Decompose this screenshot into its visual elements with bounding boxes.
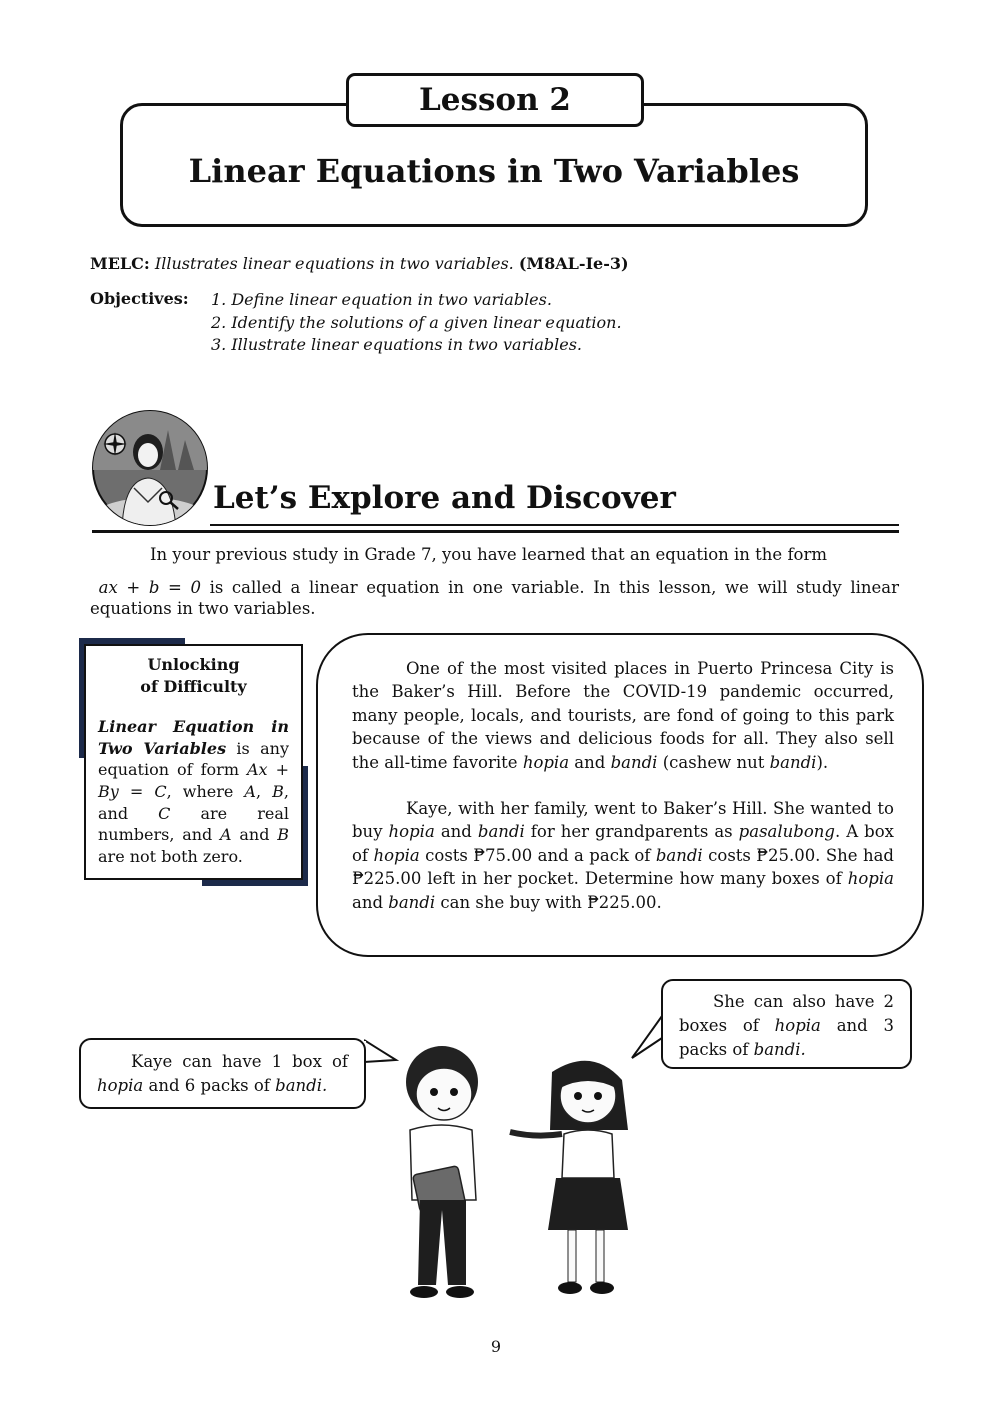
story-text: and — [569, 752, 611, 772]
definition-var: C — [158, 803, 171, 823]
story-term-hopia: hopia — [388, 822, 435, 842]
definition-text: are not both zero. — [98, 846, 243, 866]
story-term-pasalubong: pasalubong — [738, 822, 835, 842]
definition-var: A — [220, 825, 232, 845]
story-text: and — [434, 822, 478, 842]
speech-text: and 3 packs of — [679, 1016, 894, 1059]
story-text: and — [352, 892, 389, 912]
melc-text: Illustrates linear equations in two variables. — [154, 254, 514, 273]
speech-term-bandi: bandi. — [275, 1076, 328, 1095]
definition-text: , where — [166, 781, 245, 801]
definition-var: B — [277, 825, 289, 845]
story-term-bandi: bandi — [477, 822, 525, 842]
intro-line-1: In your previous study in Grade 7, you have learned that an equation in the form — [150, 545, 828, 564]
story-term-hopia: hopia — [373, 845, 420, 865]
section-divider-thick — [92, 530, 899, 533]
story-text: can she buy with ₱225.00. — [435, 892, 662, 912]
story-text: Kaye, with her family, went to Baker’s Hill. She wanted to buy — [352, 799, 894, 842]
story-term-bandi: bandi — [388, 892, 436, 912]
story-text: One of the most visited places in Puerto Princesa City is the Baker’s Hill. Before the COVID-19 pandemic occurred, many people, locals, and tourists, are fond of going to this park because of the views and delicious foods for all. They also sell the all-time favorite — [352, 659, 894, 772]
definition-text: are real numbers, and — [98, 803, 290, 845]
speech-bubble-boy — [79, 1038, 366, 1109]
speech-term-hopia: hopia — [97, 1076, 144, 1095]
children-illustration-icon — [360, 1030, 660, 1300]
definition-var: A — [244, 781, 256, 801]
page-number: 9 — [490, 1337, 502, 1356]
story-text: . A box of — [352, 822, 894, 865]
story-text: costs ₱75.00 and a pack of — [419, 845, 656, 865]
explorer-emblem-icon — [90, 410, 210, 528]
definition-formula: Ax + By = C — [98, 760, 289, 801]
unlocking-heading — [98, 654, 289, 697]
story-term-hopia: hopia — [847, 869, 894, 889]
speech-text-boy — [97, 1050, 348, 1098]
unlocking-difficulty-box — [84, 644, 303, 880]
girl-figure-icon — [510, 1061, 628, 1294]
unlocking-heading-line1: Unlocking — [147, 655, 240, 674]
section-title: Let’s Explore and Discover — [213, 480, 676, 516]
unlocking-definition — [98, 716, 289, 867]
story-term-hopia: hopia — [522, 752, 570, 772]
objectives-label: Objectives: — [90, 289, 189, 308]
story-paragraph-2 — [352, 797, 894, 914]
lesson-label: Lesson 2 — [346, 73, 644, 127]
definition-term: Linear Equation in Two Variables — [98, 717, 289, 758]
speech-text-girl — [679, 990, 894, 1062]
objective-item: 2. Identify the solutions of a given linear equation. — [211, 312, 622, 332]
section-divider-thin — [210, 524, 899, 526]
intro-line-2 — [90, 577, 899, 619]
intro-rest: is called a linear equation in one variable. In this lesson, we will study linear equations in two variables. — [90, 578, 899, 618]
speech-text: and 6 packs of — [143, 1076, 276, 1095]
melc-label: MELC: — [90, 254, 150, 273]
speech-text: She can also have 2 boxes of — [679, 992, 894, 1035]
story-bubble — [316, 633, 924, 957]
speech-text: Kaye can have 1 box of — [131, 1052, 348, 1071]
objectives-list — [211, 289, 622, 357]
intro-equation: ax + b = 0 — [98, 578, 201, 597]
story-text: (cashew nut — [657, 752, 770, 772]
story-term-bandi: bandi — [655, 845, 703, 865]
melc-line — [90, 254, 629, 273]
definition-text: , and — [98, 781, 290, 823]
story-text: costs ₱25.00. She had ₱225.00 left in her pocket. Determine how many boxes of — [352, 845, 894, 889]
definition-text: , — [255, 781, 273, 801]
definition-text: is any equation of form — [98, 738, 289, 780]
objective-item: 3. Illustrate linear equations in two variables. — [211, 335, 582, 354]
lesson-title: Linear Equations in Two Variables — [188, 152, 800, 190]
unlocking-heading-line2: of Difficulty — [140, 676, 247, 696]
boy-figure-icon — [406, 1046, 478, 1298]
story-term-bandi: bandi — [610, 752, 658, 772]
speech-bubble-girl — [661, 979, 912, 1069]
objective-item: 1. Define linear equation in two variables. — [211, 290, 552, 309]
melc-code: (M8AL-Ie-3) — [518, 254, 629, 273]
story-term-bandi: bandi — [769, 752, 817, 772]
story-paragraph-1 — [352, 657, 894, 774]
definition-text: and — [231, 825, 278, 845]
speech-term-bandi: bandi. — [753, 1040, 806, 1059]
speech-term-hopia: hopia — [774, 1016, 821, 1035]
definition-var: B — [272, 781, 284, 801]
story-text: for her grandparents as — [524, 822, 739, 842]
story-text: ). — [816, 752, 829, 772]
